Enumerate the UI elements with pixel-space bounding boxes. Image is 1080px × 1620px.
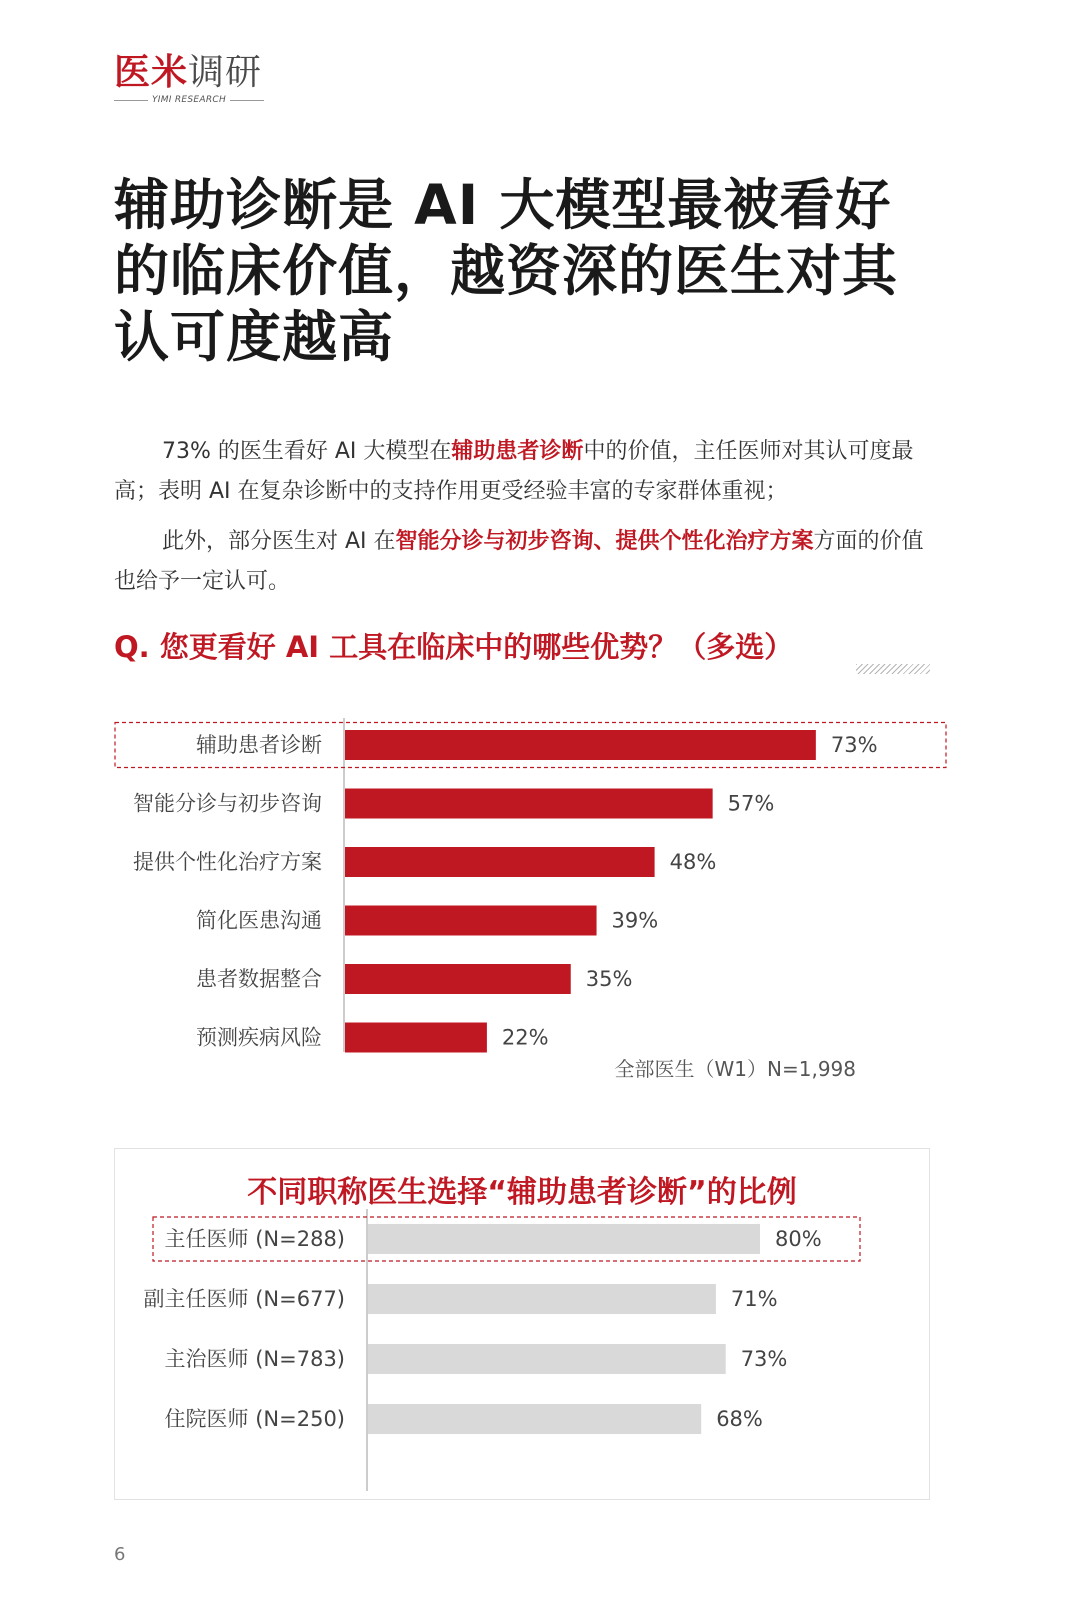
bar bbox=[345, 964, 571, 994]
advantages-bar-chart bbox=[114, 718, 948, 1098]
paragraph-text: 此外，部分医生对 AI 在 bbox=[162, 529, 396, 554]
value-label: 22% bbox=[501, 1025, 549, 1050]
value-label: 57% bbox=[727, 791, 775, 816]
summary-paragraph-2 bbox=[114, 522, 944, 602]
page-title: 辅助诊断是 AI 大模型最被看好的临床价值，越资深的医生对其认可度越高 bbox=[114, 173, 899, 369]
title-breakdown-bar-chart bbox=[115, 1149, 931, 1501]
value-label: 35% bbox=[585, 967, 633, 991]
sample-note: 全部医生（W1）N=1,998 bbox=[614, 1057, 856, 1081]
value-label: 68% bbox=[716, 1407, 763, 1431]
value-label: 48% bbox=[669, 850, 717, 874]
bar bbox=[345, 1023, 487, 1053]
paragraph-text: 73% 的医生看好 AI 大模型在 bbox=[162, 439, 452, 464]
logo-wordmark: 医米调研 bbox=[114, 51, 263, 93]
logo-rule-right bbox=[230, 100, 264, 101]
logo-rule-left bbox=[114, 100, 148, 101]
paragraph-text: 中的价值，主任医师对其认可度最高；表明 AI 在复杂诊断中的支持作用更受经验丰富的专家群体重视； bbox=[114, 439, 914, 504]
category-label: 副主任医师 (N=677) bbox=[143, 1287, 345, 1311]
decorative-hatch bbox=[856, 664, 930, 674]
bar bbox=[368, 1404, 701, 1434]
value-label: 73% bbox=[740, 1347, 788, 1371]
category-label: 住院医师 (N=250) bbox=[164, 1407, 345, 1431]
value-label: 39% bbox=[611, 908, 659, 933]
bar bbox=[368, 1344, 726, 1374]
bar bbox=[345, 730, 816, 760]
paragraph-text: 方面的价值也给予一定认可。 bbox=[114, 529, 924, 594]
bar bbox=[345, 847, 655, 877]
category-label: 主治医师 (N=783) bbox=[164, 1347, 345, 1371]
bar bbox=[368, 1284, 716, 1314]
breakdown-chart-title: 不同职称医生选择“辅助患者诊断”的比例 bbox=[247, 1175, 797, 1210]
bar bbox=[368, 1224, 760, 1254]
bar bbox=[345, 789, 713, 819]
page-number: 6 bbox=[114, 1544, 126, 1565]
category-label: 简化医患沟通 bbox=[196, 908, 322, 933]
highlighted-phrase: 辅助患者诊断 bbox=[451, 439, 584, 464]
logo bbox=[114, 52, 264, 105]
category-label: 患者数据整合 bbox=[196, 967, 322, 991]
value-label: 73% bbox=[830, 733, 878, 757]
highlighted-phrase: 智能分诊与初步咨询、提供个性化治疗方案 bbox=[395, 529, 814, 554]
category-label: 主任医师 (N=288) bbox=[164, 1227, 345, 1251]
bar bbox=[345, 906, 597, 936]
category-label: 智能分诊与初步咨询 bbox=[133, 791, 322, 816]
category-label: 提供个性化治疗方案 bbox=[133, 850, 322, 874]
logo-subtitle: YIMI RESEARCH bbox=[114, 95, 264, 105]
value-label: 71% bbox=[730, 1287, 778, 1311]
question-heading: Q. 您更看好 AI 工具在临床中的哪些优势？（多选） bbox=[114, 630, 794, 664]
category-label: 预测疾病风险 bbox=[196, 1025, 322, 1050]
category-label: 辅助患者诊断 bbox=[196, 733, 322, 757]
value-label: 80% bbox=[775, 1227, 822, 1251]
title-breakdown-panel bbox=[114, 1148, 930, 1500]
summary-paragraph-1 bbox=[114, 432, 944, 512]
